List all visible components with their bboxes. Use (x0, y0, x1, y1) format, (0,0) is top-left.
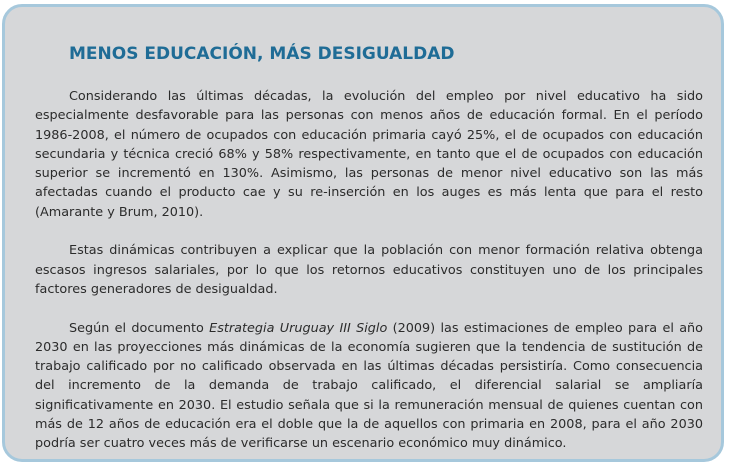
text-box (2, 4, 724, 462)
box-body (35, 87, 703, 454)
paragraph-dynamics: Estas dinámicas contribuyen a explicar que la población con menor formación relativa obtenga escasos ingresos salariales, por lo que los retornos educativos constituyen uno de los principales factores generadores de desigualdad. (35, 243, 703, 297)
paragraph-employment-evolution: Considerando las últimas décadas, la evolución del empleo por nivel educativo ha sido especialmente desfavorable para las personas con menos años de educación formal. En el período 1986-2008, el número de ocupados con educación primaria cayó 25%, el de ocupados con educación secundaria y técnica creció 68% y 58% respectivamente, en tanto que el de ocupados con educación superior se incrementó en 130%. Asimismo, las personas de menor nivel educativo son las más afectadas cuando el producto cae y su re-inserción en los auges es más lenta que para el resto (Amarante y Brum, 2010). (35, 89, 703, 220)
paragraph-lead-text: Según el documento (69, 320, 210, 336)
document-title: Estrategia Uruguay III Siglo (209, 320, 388, 336)
box-title: MENOS EDUCACIÓN, MÁS DESIGUALDAD (69, 44, 455, 64)
paragraph-rest-text: (2009) las estimaciones de empleo para el año 2030 en las proyecciones más dinámicas de la economía sugieren que la tendencia de sustitución de trabajo calificado por no calificado observada en las últimas décadas persistiría. Como consecuencia del incremento de la demanda de trabajo calificado, el diferencial salarial se ampliaría significativamente en 2030. El estudio señala que si la remuneración mensual de quienes cuentan con más de 12 años de educación era el doble que la de aquellos con primaria en 2008, para el año 2030 podría ser cuatro veces más de verificarse un escenario económico muy dinámico. (35, 320, 703, 452)
paragraph-strategy-document (35, 319, 703, 454)
